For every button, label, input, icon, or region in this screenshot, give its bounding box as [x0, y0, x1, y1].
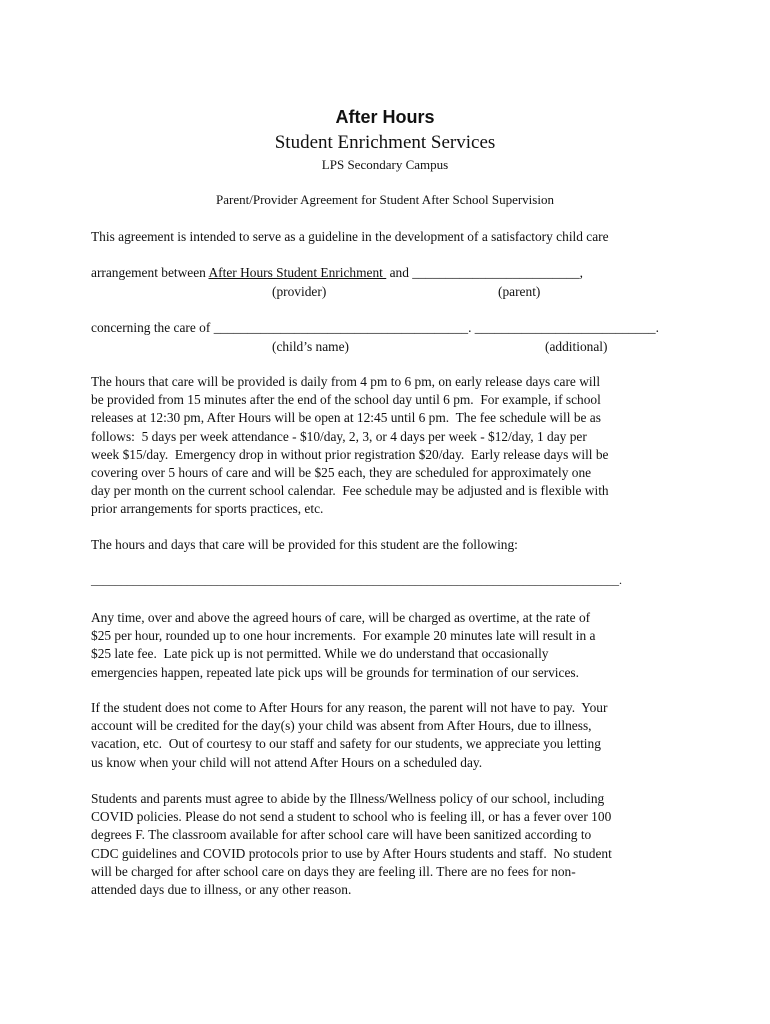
- intro-line: This agreement is intended to serve as a guideline in the development of a satisfactory child care: [91, 229, 609, 244]
- hours-paragraph: [91, 373, 681, 519]
- agreement-heading: Parent/Provider Agreement for Student After School Supervision: [216, 192, 554, 207]
- parent-label: (parent): [498, 284, 541, 299]
- overtime-line: $25 per hour, rounded up to one hour increments. For example 20 minutes late will result in a: [91, 628, 596, 644]
- overtime-line: Any time, over and above the agreed hours of care, will be charged as overtime, at the rate of: [91, 610, 591, 625]
- parent-name-blank[interactable]: _________________________,: [412, 265, 584, 280]
- hours-line: week $15/day. Emergency drop in without prior registration $20/day. Early release days will be: [91, 446, 609, 462]
- overtime-line: $25 late fee. Late pick up is not permitted. While we do understand that occasionally: [91, 646, 549, 662]
- absence-line: vacation, etc. Out of courtesy to our staff and safety for our students, we appreciate you letting: [91, 736, 601, 752]
- arrangement-line: [91, 265, 583, 281]
- illness-line: will be charged for after school care on days they are feeling ill. There are no fees for non-: [91, 863, 576, 879]
- child-name-label: (child’s name): [272, 339, 349, 354]
- illness-paragraph: [91, 790, 681, 899]
- hours-line: follows: 5 days per week attendance - $10/day, 2, 3, or 4 days per week - $12/day, 1 day per: [91, 428, 587, 444]
- provider-label: (provider): [272, 284, 327, 299]
- arrangement-prefix: arrangement between: [91, 265, 209, 280]
- days-blank[interactable]: ________________________________________________________________________________________.: [91, 573, 622, 587]
- hours-line: The hours that care will be provided is daily from 4 pm to 6 pm, on early release days care will: [91, 374, 601, 389]
- absence-line: account will be credited for the day(s) your child was absent from After Hours, due to illness,: [91, 718, 592, 734]
- hours-line: prior arrangements for sports practices, etc.: [91, 501, 324, 517]
- illness-line: attended days due to illness, or any other reason.: [91, 882, 352, 898]
- hours-line: be provided from 15 minutes after the end of the school day until 6 pm. For example, if school: [91, 392, 601, 408]
- illness-line: degrees F. The classroom available for after school care will have been sanitized according to: [91, 827, 592, 843]
- overtime-line: emergencies happen, repeated late pick ups will be grounds for termination of our services.: [91, 664, 579, 680]
- absence-line: If the student does not come to After Hours for any reason, the parent will not have to pay. Your: [91, 700, 608, 715]
- hours-line: covering over 5 hours of care and will be $25 each, they are scheduled for approximately one: [91, 465, 592, 481]
- concerning-line: [91, 320, 659, 336]
- hours-line: releases at 12:30 pm, After Hours will be open at 12:45 until 6 pm. The fee schedule will be as: [91, 410, 601, 426]
- absence-paragraph: [91, 699, 681, 772]
- illness-line: CDC guidelines and COVID protocols prior to use by After Hours students and staff. No student: [91, 845, 612, 861]
- provider-name: After Hours Student Enrichment: [208, 265, 387, 280]
- additional-label: (additional): [545, 339, 608, 354]
- child-name-blank[interactable]: ______________________________________. ___________________________.: [213, 320, 659, 335]
- illness-line: Students and parents must agree to abide by the Illness/Wellness policy of our school, including: [91, 791, 605, 806]
- overtime-paragraph: [91, 609, 681, 682]
- days-intro: The hours and days that care will be provided for this student are the following:: [91, 537, 518, 552]
- document-subtitle: Student Enrichment Services: [274, 132, 496, 153]
- arrangement-middle: and: [386, 265, 413, 280]
- campus-name: LPS Secondary Campus: [321, 157, 449, 172]
- document-title: After Hours: [335, 107, 435, 127]
- hours-line: day per month on the current school calendar. Fee schedule may be adjusted and is flexible with: [91, 483, 609, 499]
- illness-line: COVID policies. Please do not send a student to school who is feeling ill, or has a fever over 100: [91, 809, 612, 825]
- absence-line: us know when your child will not attend After Hours on a scheduled day.: [91, 754, 483, 770]
- concerning-prefix: concerning the care of: [91, 320, 214, 335]
